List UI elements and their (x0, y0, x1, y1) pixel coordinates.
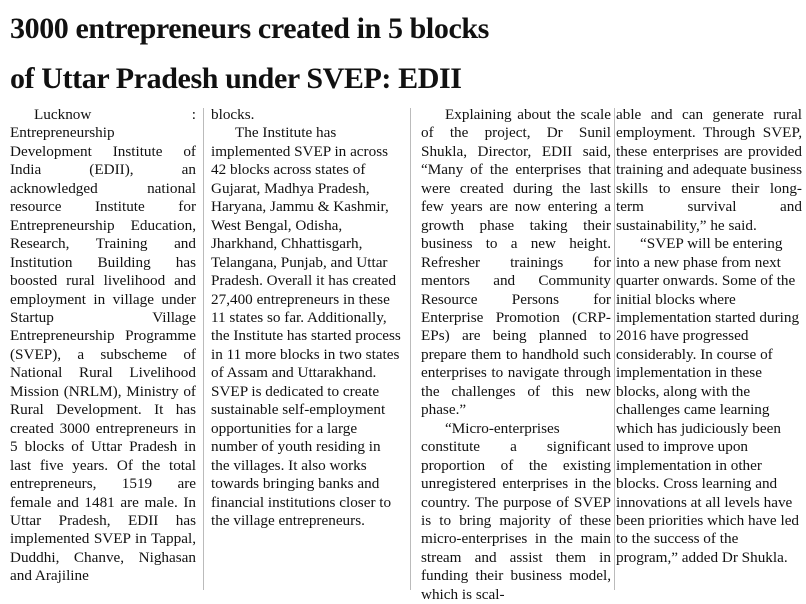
paragraph-scale: Explaining about the scale of the project, Dr Sunil Shukla, Director, EDII said, “Many of the enterprises that were created during the last few years are now entering a growth phase taking their business to a new height. Refresher trainings for mentors and Community Resource Persons for Enterprise Promotion (CRP-EPs) are being planned to prepare them to handhold such enterprises to navigate through the challenges of this new phase.” (421, 106, 611, 419)
paragraph-intro-continued: blocks. (211, 106, 255, 123)
headline-line-2: of Uttar Pradesh under SVEP: EDII (10, 62, 462, 95)
headline (10, 4, 798, 104)
column-divider (614, 108, 615, 590)
article-body (10, 106, 802, 603)
column-4 (616, 106, 802, 567)
column-3 (421, 106, 611, 604)
column-divider (203, 108, 204, 590)
paragraph-new-phase: “SVEP will be entering into a new phase from next quarter onwards. Some of the initial blocks where implementation started during 2016 have progressed considerably. In course of implementation in these blocks, along with the challenges came learning which has judiciously been used to improve upon implementation in other blocks. Cross learning and innovations at all levels have been priorities which have led to the success of the program,” added Dr Shukla. (616, 235, 800, 566)
paragraph-micro-enterprises-continued: able and can generate rural employment. Through SVEP, these enterprises are provided training and adequate business skills to ensure their long-term survival and sustainability,” he said. (616, 106, 802, 234)
paragraph-intro: Lucknow : Entrepreneurship Development Institute of India (EDII), an acknowledged national resource Institute for Entrepreneurship Education, Research, Training and Institution Building has boosted rural livelihood and employment in village under Startup Village Entrepreneurship Programme (SVEP), a subscheme of National Rural Livelihood Mission (NRLM), Ministry of Rural Development. It has created 3000 entrepreneurs in 5 blocks of Uttar Pradesh in last five years. Of the total entrepreneurs, 1519 are female and 1481 are male. In Uttar Pradesh, EDII has implemented SVEP in Tappal, Duddhi, Chanve, Nighasan and Arajiline (10, 106, 196, 585)
column-1 (10, 106, 196, 586)
paragraph-micro-enterprises: “Micro-enterprises constitute a significant proportion of the existing unregistered enterprises in the country. The purpose of SVEP is to bring majority of these micro-enterprises in the main stream and assist them in funding their business model, which is scal- (421, 419, 611, 603)
column-divider (410, 108, 411, 590)
paragraph-institute: The Institute has implemented SVEP in across 42 blocks across states of Gujarat, Madhya Pradesh, Haryana, Jammu & Kashmir, West Bengal, Odisha, Jharkhand, Chhattisgarh, Telangana, Punjab, and Uttar Pradesh. Overall it has created 27,400 entrepreneurs in these 11 states so far. Additionally, the Institute has started process in 11 more blocks in two states of Assam and Uttarakhand. SVEP is dedicated to create sustainable self-employment opportunities for a large number of youth residing in the villages. It also works towards bringing banks and financial institutions closer to the village entrepreneurs. (211, 124, 401, 529)
headline-line-1: 3000 entrepreneurs created in 5 blocks (10, 12, 489, 45)
column-2 (211, 106, 401, 530)
